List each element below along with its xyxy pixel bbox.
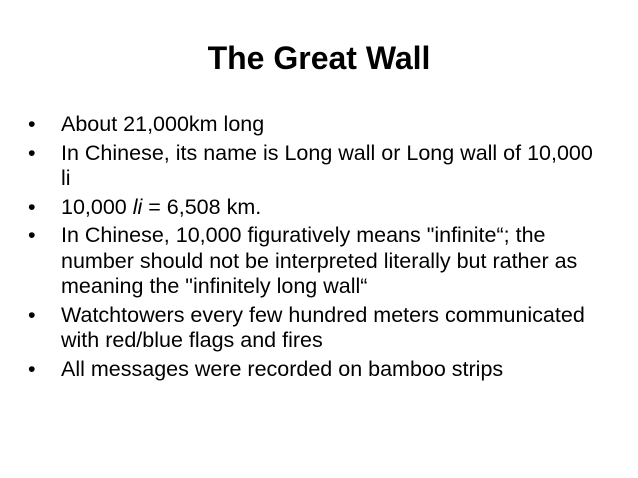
bullet-dot-icon: • xyxy=(28,356,36,381)
bullet-item xyxy=(28,112,608,138)
slide-title: The Great Wall xyxy=(207,40,431,76)
bullet-text: In Chinese, 10,000 figuratively means "infinite“; the number should not be interpreted literally but rather as meaning the "infinitely long wall“ xyxy=(61,223,578,298)
bullet-list xyxy=(28,112,608,385)
bullet-text: About 21,000km long xyxy=(61,112,265,136)
bullet-text-prefix: 10,000 xyxy=(61,194,133,219)
bullet-dot-icon: • xyxy=(28,302,36,327)
bullet-item xyxy=(28,223,608,300)
bullet-dot-icon: • xyxy=(28,140,36,165)
bullet-item xyxy=(28,195,608,221)
bullet-text: In Chinese, its name is Long wall or Long wall of 10,000 li xyxy=(61,140,593,190)
bullet-item xyxy=(28,303,608,354)
bullet-text-suffix: = 6,508 km. xyxy=(142,194,262,219)
bullet-text-italic-unit: li xyxy=(132,194,143,219)
bullet-item xyxy=(28,357,608,383)
bullet-dot-icon: • xyxy=(28,112,36,136)
bullet-text xyxy=(61,195,608,221)
bullet-text: Watchtowers every few hundred meters communicated with red/blue flags and fires xyxy=(61,302,585,352)
bullet-dot-icon: • xyxy=(28,194,36,219)
bullet-text: All messages were recorded on bamboo strips xyxy=(61,356,504,381)
bullet-item xyxy=(28,141,608,192)
bullet-dot-icon: • xyxy=(28,223,36,247)
